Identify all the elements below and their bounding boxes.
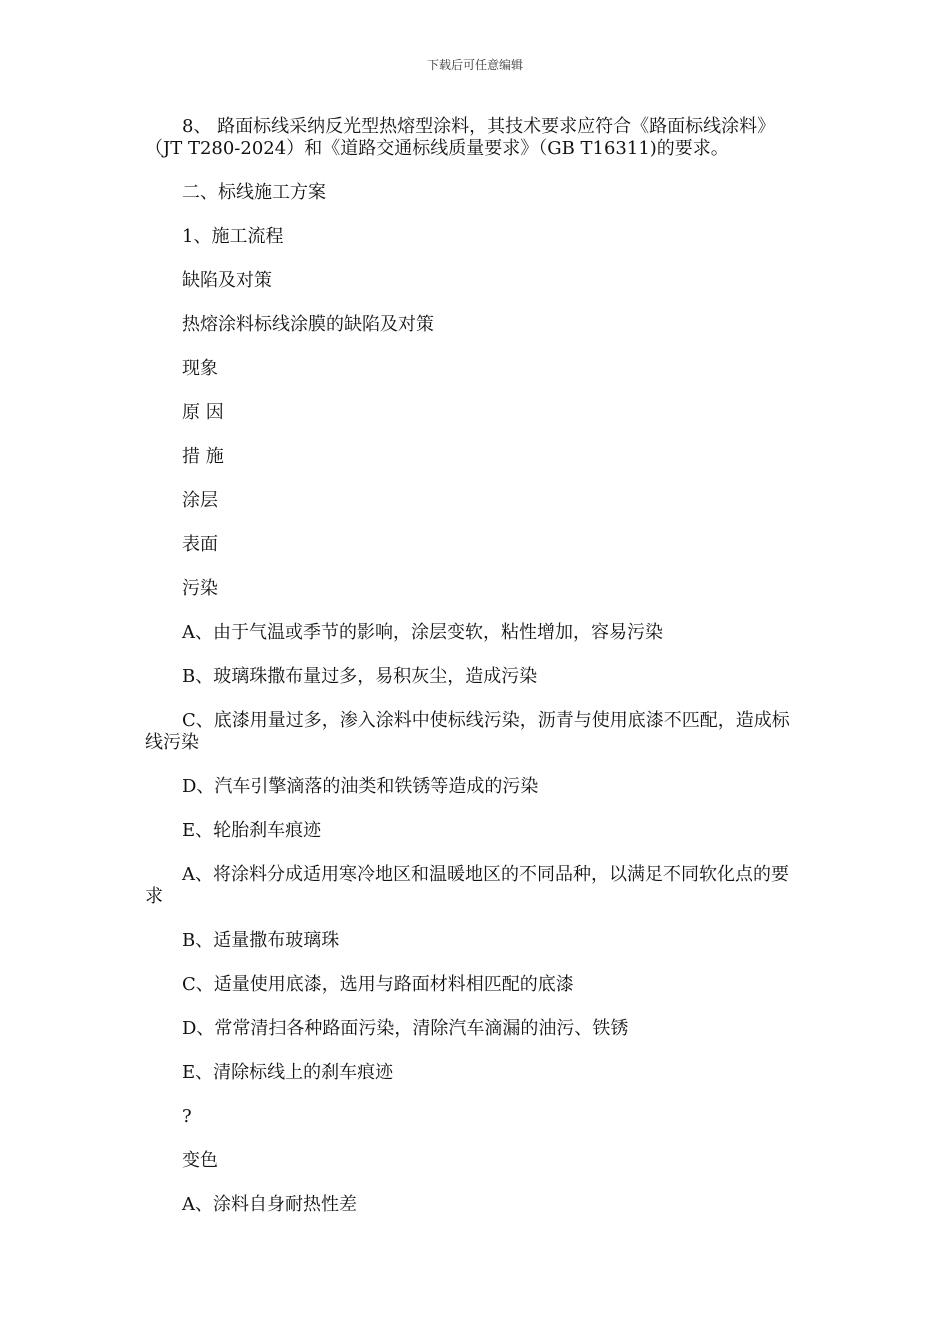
measure-item-d: D、常常清扫各种路面污染，清除汽车滴漏的油污、铁锈 xyxy=(182,1018,629,1039)
paragraph-material-requirement: 8、 路面标线采纳反光型热熔型涂料，其技术要求应符合《路面标线涂料》（JT T280-2024）和《道路交通标线质量要求》（GB T16311)的要求。 xyxy=(145,116,776,159)
discoloration-cause-a: A、涂料自身耐热性差 xyxy=(182,1194,357,1215)
heading-defects-countermeasures: 缺陷及对策 xyxy=(182,270,272,291)
document-body xyxy=(145,116,795,1238)
table-label-cause: 原 因 xyxy=(182,402,224,423)
table-label-phenomenon: 现象 xyxy=(182,358,218,379)
table-label-surface: 表面 xyxy=(182,534,218,555)
cause-item-b: B、玻璃珠撒布量过多，易积灰尘，造成污染 xyxy=(182,666,538,687)
measure-item-b: B、适量撒布玻璃珠 xyxy=(182,930,340,951)
table-label-discoloration: 变色 xyxy=(182,1150,218,1171)
table-label-coating: 涂层 xyxy=(182,490,218,511)
subsection-heading-process: 1、施工流程 xyxy=(182,226,284,247)
cause-item-a: A、由于气温或季节的影响，涂层变软，粘性增加，容易污染 xyxy=(182,622,663,643)
section-heading-construction-plan: 二、标线施工方案 xyxy=(182,182,326,203)
table-label-measure: 措 施 xyxy=(182,446,224,467)
table-label-pollution: 污染 xyxy=(182,578,218,599)
measure-item-c: C、适量使用底漆，选用与路面材料相匹配的底漆 xyxy=(182,974,574,995)
heading-coating-defects: 热熔涂料标线涂膜的缺陷及对策 xyxy=(182,314,434,335)
measure-item-e: E、清除标线上的刹车痕迹 xyxy=(182,1062,394,1083)
cause-item-d: D、汽车引擎滴落的油类和铁锈等造成的污染 xyxy=(182,776,539,797)
question-mark: ? xyxy=(182,1106,192,1127)
page-header-note: 下载后可任意编辑 xyxy=(426,58,523,72)
cause-item-e: E、轮胎刹车痕迹 xyxy=(182,820,322,841)
measure-item-a: A、将涂料分成适用寒冷地区和温暖地区的不同品种，以满足不同软化点的要求 xyxy=(145,864,789,907)
cause-item-c: C、底漆用量过多，渗入涂料中使标线污染，沥青与使用底漆不匹配，造成标线污染 xyxy=(145,710,790,753)
